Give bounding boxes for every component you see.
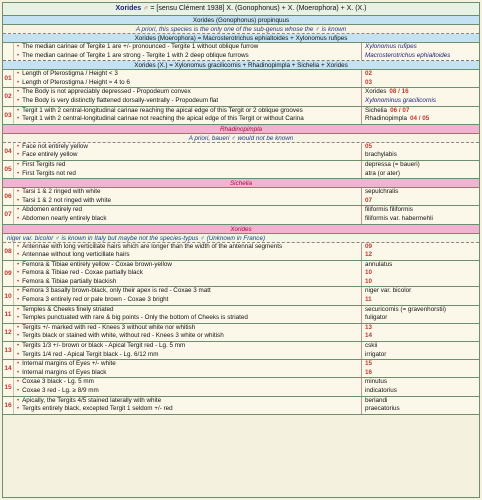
section-header: niger var. bicolor ♂ is known in Italy but maybe not the species-typus ♂ (Unknown in France) (3, 234, 479, 243)
couplet-results (362, 324, 479, 341)
statement-line (14, 324, 361, 333)
couplet-number: 04 (3, 143, 14, 160)
result-text: annulatus (365, 260, 393, 268)
statement-text: Coxae 3 black - Lg. 5 mm (22, 378, 94, 386)
section-header: A priori, baueri ♂ would not be known (3, 134, 479, 143)
statement-text: Antennae without long verticillate hairs (22, 251, 130, 259)
result-line (362, 314, 479, 323)
result-text: cskii (365, 342, 378, 350)
couplet-statements (14, 378, 362, 395)
bullet-icon: • (17, 278, 20, 285)
bullet-icon: • (17, 315, 20, 322)
result-line (362, 251, 479, 260)
statement-line (14, 269, 361, 278)
statement-text: Coxae 3 red - Lg. ≥ 8/9 mm (22, 387, 99, 394)
bullet-icon: • (17, 324, 20, 331)
result-line (362, 115, 479, 124)
result-line (362, 143, 479, 152)
section-header: Sichelia (3, 179, 479, 188)
statement-text: Temples & Cheeks finely striated (22, 305, 114, 313)
result-text: atra (or ater) (365, 169, 400, 177)
couplet-results (362, 243, 479, 260)
couplet-statements (14, 287, 362, 304)
section-header: Xorides (3, 225, 479, 234)
statement-line (14, 215, 361, 224)
couplet (3, 378, 479, 396)
bullet-icon: • (17, 261, 20, 268)
result-line (362, 79, 479, 88)
bullet-icon: • (17, 406, 20, 413)
statement-text: Tergits 1/4 red - Apical Tergit black - Lg. 6/12 mm (22, 350, 159, 358)
statement-line (14, 387, 361, 396)
bullet-icon: • (17, 270, 20, 277)
result-text: 03 (365, 78, 373, 86)
couplet (3, 88, 479, 106)
section-header: Rhadinopimpla (3, 125, 479, 134)
bullet-icon: • (17, 361, 20, 368)
statement-text: Femora & Tibiae red - Coxae partially black (22, 269, 143, 277)
couplet-number: 01 (3, 70, 14, 87)
couplet-statements (14, 143, 362, 160)
bullet-icon: • (17, 189, 20, 196)
result-line (362, 70, 479, 79)
statement-text: Abdomen entirely red (22, 206, 82, 214)
couplet (3, 397, 479, 415)
couplet-number: 13 (3, 342, 14, 359)
result-line (362, 360, 479, 369)
statement-line (14, 251, 361, 260)
statement-line (14, 170, 361, 179)
result-line (362, 269, 479, 278)
statement-text: The Body is not appreciably depressed - Propodeum convex (22, 88, 191, 96)
result-text: 10 (365, 277, 373, 285)
title-definition: = [sensu Clément 1938] X. (Gonophonus) + X. (Moerophora) + X. (X.) (148, 5, 367, 12)
statement-text: Internal margins of Eyes +/- white (22, 360, 116, 368)
statement-text: Internal margins of Eyes black (22, 368, 107, 376)
couplet-results (362, 287, 479, 304)
couplet-results (362, 107, 479, 124)
result-line (362, 324, 479, 333)
couplet-results (362, 88, 479, 105)
couplet (3, 360, 479, 378)
couplet-statements (14, 161, 362, 178)
statement-line (14, 369, 361, 378)
couplet-number (3, 43, 14, 60)
statement-line (14, 278, 361, 287)
result-line (362, 387, 479, 396)
result-text: 07 (365, 196, 373, 204)
section-header: Xorides (Moerophora) = Macrosterotrichus ephialtoides + Xylonomus rufipes (3, 34, 479, 43)
key-body (3, 16, 479, 415)
section-header: Xorides (Gonophonus) propinquus (3, 16, 479, 25)
couplet-results (362, 161, 479, 178)
couplet (3, 70, 479, 88)
couplet-results (362, 378, 479, 395)
result-line (362, 170, 479, 179)
result-line (362, 351, 479, 360)
statement-line (14, 306, 361, 315)
result-text: 10 (365, 269, 373, 277)
result-line (362, 197, 479, 206)
statement-line (14, 115, 361, 124)
statement-line (14, 397, 361, 406)
bullet-icon: • (17, 379, 20, 386)
section-header: Xorides (X.) = Xylonomus gracilicornis + Rhadinopimpla + Sichelia + Xorides (3, 61, 479, 70)
bullet-icon: • (17, 161, 20, 168)
couplet-results (362, 261, 479, 287)
couplet-statements (14, 206, 362, 223)
couplet (3, 206, 479, 224)
bullet-icon: • (17, 351, 20, 358)
statement-text: Tergits 1/3 +/- brown or black - Apical Tergit red - Lg. 5 mm (22, 342, 186, 350)
section-header: A priori, this species is the only one of the sub-genus whose the ♂ is known (3, 25, 479, 34)
couplet (3, 306, 479, 324)
result-reference: 08 / 16 (389, 88, 409, 96)
result-line (362, 215, 479, 224)
genus-name: Xorides (115, 5, 142, 12)
result-line (362, 342, 479, 351)
result-text: Sichelia (365, 106, 388, 114)
couplet-results (362, 70, 479, 87)
couplet-number: 07 (3, 206, 14, 223)
result-text: Macrosterotrichus ephialtoides (365, 51, 451, 59)
result-line (362, 306, 479, 315)
couplet-results (362, 143, 479, 160)
statement-text: Apically, the Tergits 4/5 stained laterally with white (22, 396, 162, 404)
result-line (362, 151, 479, 160)
result-line (362, 405, 479, 414)
result-text: 12 (365, 251, 373, 259)
statement-text: Abdomen nearly entirely black (22, 214, 107, 222)
statement-text: Tarsi 1 & 2 not ringed with white (22, 196, 112, 204)
statement-text: Femora 3 entirely red or pale brown - Coxae 3 bright (22, 296, 169, 304)
bullet-icon: • (17, 343, 20, 350)
couplet-statements (14, 107, 362, 124)
statement-line (14, 378, 361, 387)
result-line (362, 261, 479, 270)
couplet-results (362, 342, 479, 359)
result-line (362, 287, 479, 296)
result-text: Xorides (365, 88, 387, 96)
couplet-statements (14, 88, 362, 105)
couplet-number: 08 (3, 243, 14, 260)
statement-text: Length of Pterostigma / Height ≈ 4 to 6 (22, 78, 130, 86)
statement-text: Tergit 1 with 2 central-longitudinal carinae reaching the apical edge of this Tergit or 2 oblique grooves (22, 106, 303, 114)
bullet-icon: • (17, 397, 20, 404)
couplet (3, 261, 479, 288)
couplet-number: 16 (3, 397, 14, 414)
result-text: brachylabis (365, 151, 397, 159)
couplet-statements (14, 188, 362, 205)
statement-line (14, 43, 361, 52)
result-text: 14 (365, 332, 373, 340)
statement-line (14, 360, 361, 369)
couplet-results (362, 188, 479, 205)
couplet-results (362, 397, 479, 414)
couplet-statements (14, 43, 362, 60)
statement-line (14, 351, 361, 360)
statement-text: Tergits entirely black, excepted Tergit 1 seldom +/- red (22, 405, 173, 413)
result-text: Xylonominus gracilicornis (365, 96, 437, 104)
couplet (3, 161, 479, 179)
result-text: depressa (= baueri) (365, 160, 420, 168)
statement-line (14, 88, 361, 97)
male-symbol: ♂ (143, 5, 149, 12)
result-text: Rhadinopimpla (365, 115, 408, 123)
bullet-icon: • (17, 97, 20, 104)
couplet-number: 06 (3, 188, 14, 205)
bullet-icon: • (17, 143, 20, 150)
statement-line (14, 79, 361, 88)
bullet-icon: • (17, 71, 20, 78)
statement-text: Length of Pterostigma / Height < 3 (22, 70, 118, 78)
statement-text: Tarsi 1 & 2 ringed with white (22, 188, 101, 196)
statement-line (14, 151, 361, 160)
couplet (3, 107, 479, 125)
result-text: praecatorius (365, 405, 400, 413)
result-text: 16 (365, 368, 373, 376)
key-title (3, 3, 479, 16)
statement-text: Temples punctuated with rare & big points - Only the bottom of Cheeks is striated (22, 314, 248, 322)
statement-text: The median carinae of Tergite 1 are strong - Tergite 1 with 2 deep oblique furrows (22, 51, 249, 59)
result-line (362, 97, 479, 106)
couplet-statements (14, 342, 362, 359)
statement-line (14, 243, 361, 252)
result-text: 09 (365, 242, 373, 250)
couplet-statements (14, 70, 362, 87)
couplet-statements (14, 360, 362, 377)
statement-text: Antennae with long verticillate hairs which are longer than the width of the antennal segments (22, 242, 283, 250)
result-line (362, 296, 479, 305)
couplet (3, 287, 479, 305)
couplet-number: 10 (3, 287, 14, 304)
statement-text: Femora & Tibiae partially blackish (22, 277, 117, 285)
couplet-number: 09 (3, 261, 14, 287)
couplet-number: 05 (3, 161, 14, 178)
statement-line (14, 332, 361, 341)
result-line (362, 161, 479, 170)
identification-key-sheet (2, 2, 480, 498)
couplet-statements (14, 397, 362, 414)
couplet-number: 02 (3, 88, 14, 105)
result-text: filiformis filiformis (365, 206, 413, 214)
couplet (3, 43, 479, 61)
statement-text: First Tergits not red (22, 169, 76, 177)
result-line (362, 278, 479, 287)
bullet-icon: • (17, 288, 20, 295)
statement-line (14, 287, 361, 296)
statement-text: Face entirely yellow (22, 151, 78, 159)
statement-line (14, 342, 361, 351)
statement-text: The Body is very distinctly flattened dorsally-ventrally - Propodeum flat (22, 96, 219, 104)
statement-line (14, 261, 361, 270)
result-text: 15 (365, 360, 373, 368)
couplet-results (362, 306, 479, 323)
result-text: berlandi (365, 396, 388, 404)
couplet-number: 15 (3, 378, 14, 395)
couplet (3, 143, 479, 161)
couplet-number: 11 (3, 306, 14, 323)
bullet-icon: • (17, 89, 20, 96)
couplet-number: 14 (3, 360, 14, 377)
couplet-number: 03 (3, 107, 14, 124)
statement-text: Tergits black or stained with white, without red - Knees 3 white or whitish (22, 332, 224, 340)
statement-text: Femora & Tibiae entirely yellow - Coxae brown-yellow (22, 260, 172, 268)
result-text: irrigator (365, 350, 387, 358)
bullet-icon: • (17, 333, 20, 340)
statement-line (14, 405, 361, 414)
couplet (3, 188, 479, 206)
bullet-icon: • (17, 207, 20, 214)
result-text: 02 (365, 70, 373, 78)
bullet-icon: • (17, 215, 20, 222)
couplet-statements (14, 324, 362, 341)
couplet-results (362, 43, 479, 60)
couplet (3, 342, 479, 360)
statement-text: Femora 3 basally brown-black, only their apex is red - Coxae 3 matt (22, 287, 211, 295)
result-text: fuligator (365, 314, 388, 322)
result-text: 11 (365, 296, 372, 304)
bullet-icon: • (17, 197, 20, 204)
result-text: indicatorius (365, 387, 397, 394)
result-line (362, 243, 479, 252)
result-line (362, 369, 479, 378)
result-line (362, 107, 479, 116)
statement-line (14, 206, 361, 215)
couplet (3, 324, 479, 342)
bullet-icon: • (17, 388, 20, 394)
bullet-icon: • (17, 152, 20, 159)
result-reference: 06 / 07 (390, 106, 410, 114)
bullet-icon: • (17, 52, 20, 59)
statement-text: Tergit 1 with 2 central-longitudinal carinae not reaching the apical edge of this Tergit or without Carina (22, 115, 304, 123)
result-line (362, 397, 479, 406)
result-text: 05 (365, 142, 373, 150)
statement-text: Face not entirely yellow (22, 142, 88, 150)
couplet-results (362, 206, 479, 223)
bullet-icon: • (17, 306, 20, 313)
statement-text: First Tergits red (22, 160, 66, 168)
couplet (3, 243, 479, 261)
result-line (362, 378, 479, 387)
statement-text: Tergits +/- marked with red - Knees 3 without white nor whitish (22, 323, 196, 331)
result-line (362, 88, 479, 97)
result-line (362, 188, 479, 197)
bullet-icon: • (17, 107, 20, 114)
bullet-icon: • (17, 297, 20, 304)
bullet-icon: • (17, 369, 20, 376)
couplet-statements (14, 261, 362, 287)
couplet-results (362, 360, 479, 377)
result-reference: 04 / 05 (410, 115, 430, 123)
result-text: niger var. bicolor (365, 287, 412, 295)
result-line (362, 52, 479, 61)
statement-line (14, 52, 361, 61)
statement-line (14, 70, 361, 79)
statement-line (14, 314, 361, 323)
bullet-icon: • (17, 116, 20, 123)
statement-line (14, 161, 361, 170)
bullet-icon: • (17, 44, 20, 50)
result-text: Xylonomus rufipes (365, 43, 417, 50)
statement-line (14, 107, 361, 116)
statement-line (14, 143, 361, 152)
result-text: minutus (365, 378, 388, 386)
statement-line (14, 197, 361, 206)
bullet-icon: • (17, 243, 20, 250)
result-text: sepulchralis (365, 188, 399, 196)
statement-line (14, 188, 361, 197)
statement-line (14, 296, 361, 305)
statement-text: The median carinae of Tergite 1 are +/- pronounced - Tergite 1 without oblique furrow (22, 43, 259, 50)
couplet-statements (14, 243, 362, 260)
statement-line (14, 97, 361, 106)
result-line (362, 332, 479, 341)
result-line (362, 43, 479, 52)
bullet-icon: • (17, 170, 20, 177)
couplet-statements (14, 306, 362, 323)
couplet-number: 12 (3, 324, 14, 341)
result-text: filiformis var. habermehli (365, 214, 433, 222)
bullet-icon: • (17, 252, 20, 259)
result-text: 13 (365, 323, 373, 331)
result-line (362, 206, 479, 215)
bullet-icon: • (17, 79, 20, 86)
result-text: securicornis (= gravenhorstii) (365, 305, 447, 313)
